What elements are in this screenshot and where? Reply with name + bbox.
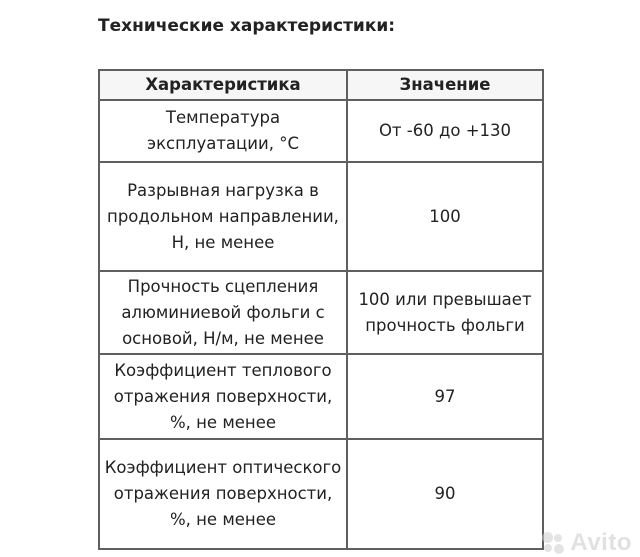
characteristic-cell: Разрывная нагрузка в продольном направлении, Н, не менее [99,162,347,271]
table-row [99,439,543,549]
characteristic-cell: Температура эксплуатации, °С [99,100,347,162]
column-header-value: Значение [347,70,543,100]
table-row [99,354,543,439]
value-cell: От -60 до +130 [347,100,543,162]
avito-watermark [540,529,632,557]
value-cell: 97 [347,354,543,439]
table-header-row [99,70,543,100]
column-header-characteristic: Характеристика [99,70,347,100]
specifications-table [98,69,544,550]
value-cell: 100 или превышает прочность фольги [347,271,543,354]
value-cell: 100 [347,162,543,271]
avito-logo-icon [540,530,566,556]
page-title: Технические характеристики: [98,16,396,36]
table-row [99,100,543,162]
table-row [99,162,543,271]
value-cell: 90 [347,439,543,549]
characteristic-cell: Коэффициент теплового отражения поверхности, %, не менее [99,354,347,439]
table-row [99,271,543,354]
watermark-text: Avito [570,529,632,556]
characteristic-cell: Прочность сцепления алюминиевой фольги с основой, Н/м, не менее [99,271,347,354]
characteristic-cell: Коэффициент оптического отражения поверхности, %, не менее [99,439,347,549]
